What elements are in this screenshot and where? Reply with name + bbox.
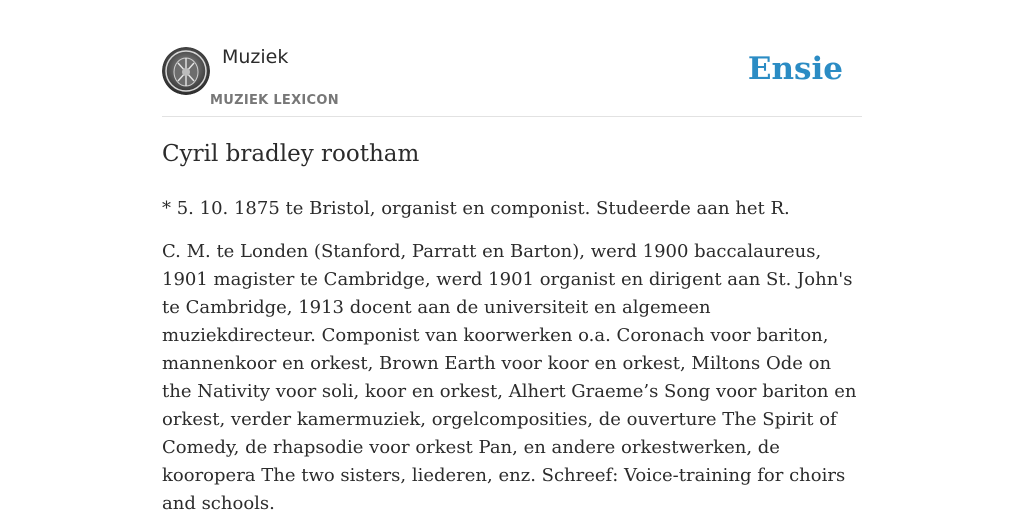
article-paragraph: * 5. 10. 1875 te Bristol, organist en componist. Studeerde aan het R. <box>162 198 790 219</box>
article <box>162 138 862 512</box>
source-category[interactable]: MUZIEK LEXICON <box>210 93 339 108</box>
brand-logo[interactable]: Ensie <box>747 51 843 87</box>
page-header <box>162 0 862 117</box>
source-name[interactable]: Muziek <box>222 46 289 68</box>
lexicon-avatar-icon[interactable] <box>162 47 210 95</box>
article-paragraph: C. M. te Londen (Stanford, Parratt en Barton), werd 1900 baccalaureus, 1901 magister te Cambridge, werd 1901 organist en dirigent aan St. John's te Cambridge, 1913 docent aan de universiteit en algemeen muziekdirecteur. Componist van koorwerken o.a. Coronach voor bariton, mannenkoor en orkest, Brown Earth voor koor en orkest, Miltons Ode on the Nativity voor soli, koor en orkest, Alhert Graeme’s Song voor bariton en orkest, verder kamermuziek, orgelcomposities, de ouverture The Spirit of Comedy, de rhapsodie voor orkest Pan, en andere orkestwerken, de kooropera The two sisters, liederen, enz. Schreef: Voice-training for choirs and schools. <box>162 241 857 512</box>
article-title: Cyril bradley rootham <box>162 141 420 167</box>
